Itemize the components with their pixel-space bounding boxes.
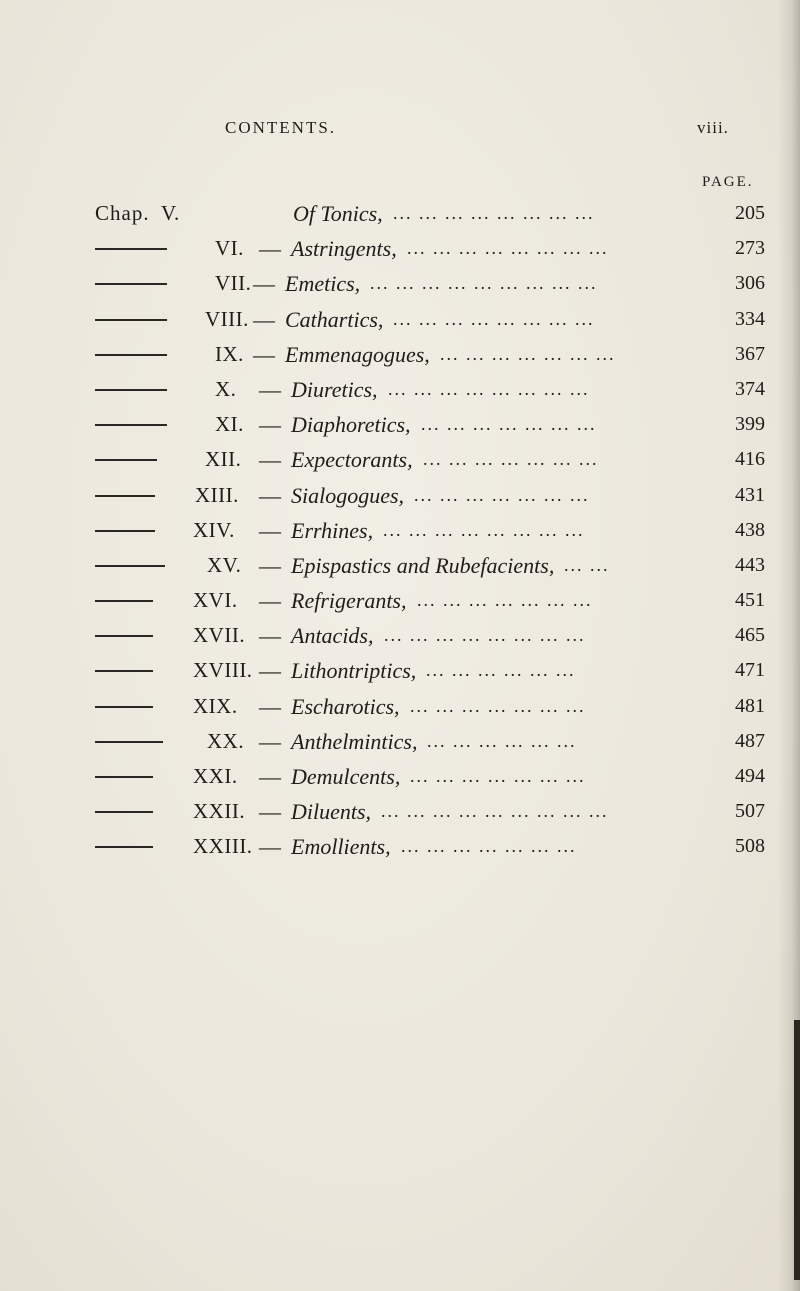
page-number: 334 (735, 307, 765, 330)
ditto-rule (95, 389, 167, 391)
toc-entry (95, 618, 775, 653)
chapter-number: X. (215, 376, 237, 401)
chapter-number: IX. (215, 341, 244, 366)
chapter-title: Escharotics, (291, 693, 400, 719)
dot-leaders: ... ... ... ... ... ... ... (414, 484, 590, 505)
page-number: 465 (735, 624, 765, 647)
toc-entry (95, 829, 775, 864)
chapter-title: Diaphoretics, (291, 412, 411, 438)
chapter-title: Anthelmintics, (291, 728, 418, 754)
page-edge-binding (794, 1020, 800, 1280)
dot-leaders: ... ... ... ... ... ... ... (440, 343, 616, 364)
page-number: 205 (735, 202, 765, 224)
ditto-rule (95, 424, 167, 426)
toc-entry (95, 724, 775, 759)
title-dash: — (259, 482, 281, 508)
chapter-title: Refrigerants, (291, 588, 407, 614)
dot-leaders: ... ... (564, 554, 610, 575)
chapter-number: XI. (215, 412, 244, 437)
page-number: 487 (735, 729, 765, 752)
chapter-title: Emollients, (291, 834, 391, 860)
page-number: 494 (735, 765, 765, 787)
running-head-title: CONTENTS. (225, 118, 337, 137)
ditto-rule (95, 354, 167, 356)
title-dash: — (253, 306, 275, 332)
dot-leaders: ... ... ... ... ... ... (427, 730, 577, 751)
page-column-heading: PAGE. (702, 174, 754, 190)
page-number: 508 (735, 835, 765, 858)
title-dash: — (259, 799, 281, 825)
chapter-number: XIV. (193, 517, 235, 542)
toc-entry (95, 653, 775, 688)
page-number: 438 (735, 518, 765, 541)
dot-leaders: ... ... ... ... ... ... ... ... (388, 378, 590, 399)
page-number: 471 (735, 659, 765, 682)
chapter-number: XIX. (193, 693, 238, 718)
title-dash: — (259, 447, 281, 473)
chapter-label: Chap. (95, 201, 150, 225)
ditto-rule (95, 495, 155, 497)
title-dash: — (253, 341, 275, 367)
toc-entry (95, 794, 775, 829)
chapter-title: Emetics, (285, 271, 361, 297)
dot-leaders: ... ... ... ... ... ... ... ... ... (370, 273, 598, 294)
title-dash: — (259, 834, 281, 860)
toc-entry (95, 302, 775, 337)
title-dash: — (259, 376, 281, 402)
ditto-rule (95, 530, 155, 532)
toc-entry (95, 266, 775, 301)
title-dash: — (253, 271, 275, 297)
page-number: 507 (735, 800, 765, 823)
chapter-title: Diuretics, (291, 376, 378, 402)
title-dash: — (259, 412, 281, 438)
ditto-rule (95, 319, 167, 321)
page-number: 443 (735, 553, 765, 576)
page-number: 431 (735, 483, 765, 506)
toc-entry (95, 372, 775, 407)
page-number: 374 (735, 377, 765, 400)
chapter-number: XXII. (193, 799, 246, 824)
chapter-title: Astringents, (291, 236, 397, 262)
chapter-number: XVII. (193, 623, 246, 648)
toc-entry (95, 442, 775, 477)
dot-leaders: ... ... ... ... ... ... ... (421, 414, 597, 435)
dot-leaders: ... ... ... ... ... ... ... ... (383, 519, 585, 540)
page-number: 416 (735, 448, 765, 471)
chapter-number: VI. (215, 236, 244, 261)
toc-entry (95, 759, 775, 794)
chapter-title: Diluents, (291, 799, 372, 825)
chapter-number: VII. (215, 271, 252, 296)
page-number: 367 (735, 342, 765, 365)
title-dash: — (259, 588, 281, 614)
dot-leaders: ... ... ... ... ... ... ... (410, 695, 586, 716)
dot-leaders: ... ... ... ... ... ... (426, 660, 576, 681)
dot-leaders: ... ... ... ... ... ... ... (410, 766, 586, 786)
chapter-number: XXIII. (193, 834, 253, 859)
chapter-number: XX. (207, 728, 245, 753)
ditto-rule (95, 248, 167, 250)
toc-entry (95, 513, 775, 548)
title-dash: — (259, 728, 281, 754)
ditto-rule (95, 776, 153, 778)
toc-entry (95, 548, 775, 583)
ditto-rule (95, 846, 153, 848)
toc-entry (95, 337, 775, 372)
title-dash: — (259, 517, 281, 543)
ditto-rule (95, 635, 153, 637)
chapter-number: XV. (207, 552, 242, 577)
chapter-title: Antacids, (291, 623, 374, 649)
dot-leaders: ... ... ... ... ... ... ... (417, 590, 593, 611)
ditto-rule (95, 459, 157, 461)
chapter-title: Expectorants, (291, 447, 413, 473)
page-number: 399 (735, 413, 765, 436)
page-number: 451 (735, 589, 765, 612)
toc-entry (95, 407, 775, 442)
chapter-number: V. (161, 201, 180, 225)
chapter-number: VIII. (205, 306, 249, 331)
ditto-rule (95, 741, 163, 743)
ditto-rule (95, 706, 153, 708)
chapter-title: Of Tonics, (293, 201, 383, 226)
chapter-number: XVIII. (193, 658, 253, 683)
chapter-title: Sialogogues, (291, 482, 405, 508)
dot-leaders: ... ... ... ... ... ... ... (423, 449, 599, 470)
page-number: 273 (735, 237, 765, 260)
chapter-number: XXI. (193, 764, 238, 788)
toc-entry (95, 231, 775, 266)
chapter-title: Emmenagogues, (285, 341, 430, 367)
chapter-title: Cathartics, (285, 306, 384, 332)
toc-entry (95, 196, 775, 231)
toc-entry (95, 478, 775, 513)
dot-leaders: ... ... ... ... ... ... ... ... (393, 308, 595, 329)
title-dash: — (259, 552, 281, 578)
ditto-rule (95, 600, 153, 602)
chapter-number: XVI. (193, 588, 238, 613)
dot-leaders: ... ... ... ... ... ... ... ... (393, 203, 595, 223)
table-of-contents (95, 196, 775, 865)
title-dash: — (259, 623, 281, 649)
toc-entry (95, 689, 775, 724)
page-number: 481 (735, 694, 765, 717)
running-head (0, 118, 800, 148)
folio-number: viii. (697, 118, 729, 137)
chapter-number: XII. (205, 447, 242, 472)
dot-leaders: ... ... ... ... ... ... ... (401, 836, 577, 857)
chapter-title: Epispastics and Rubefacients, (291, 552, 555, 578)
chapter-title: Errhines, (291, 517, 374, 543)
ditto-rule (95, 670, 153, 672)
chapter-title: Demulcents, (291, 764, 401, 789)
dot-leaders: ... ... ... ... ... ... ... ... (384, 625, 586, 646)
ditto-rule (95, 283, 167, 285)
dot-leaders: ... ... ... ... ... ... ... ... (407, 238, 609, 259)
ditto-rule (95, 811, 153, 813)
chapter-number: XIII. (195, 482, 239, 507)
toc-entry (95, 583, 775, 618)
title-dash: — (259, 693, 281, 719)
title-dash: — (259, 236, 281, 262)
ditto-rule (95, 565, 165, 567)
chapter-title: Lithontriptics, (291, 658, 417, 684)
title-dash: — (259, 658, 281, 684)
dot-leaders: ... ... ... ... ... ... ... ... ... (381, 801, 609, 822)
page-number: 306 (735, 272, 765, 295)
title-dash: — (259, 764, 281, 789)
